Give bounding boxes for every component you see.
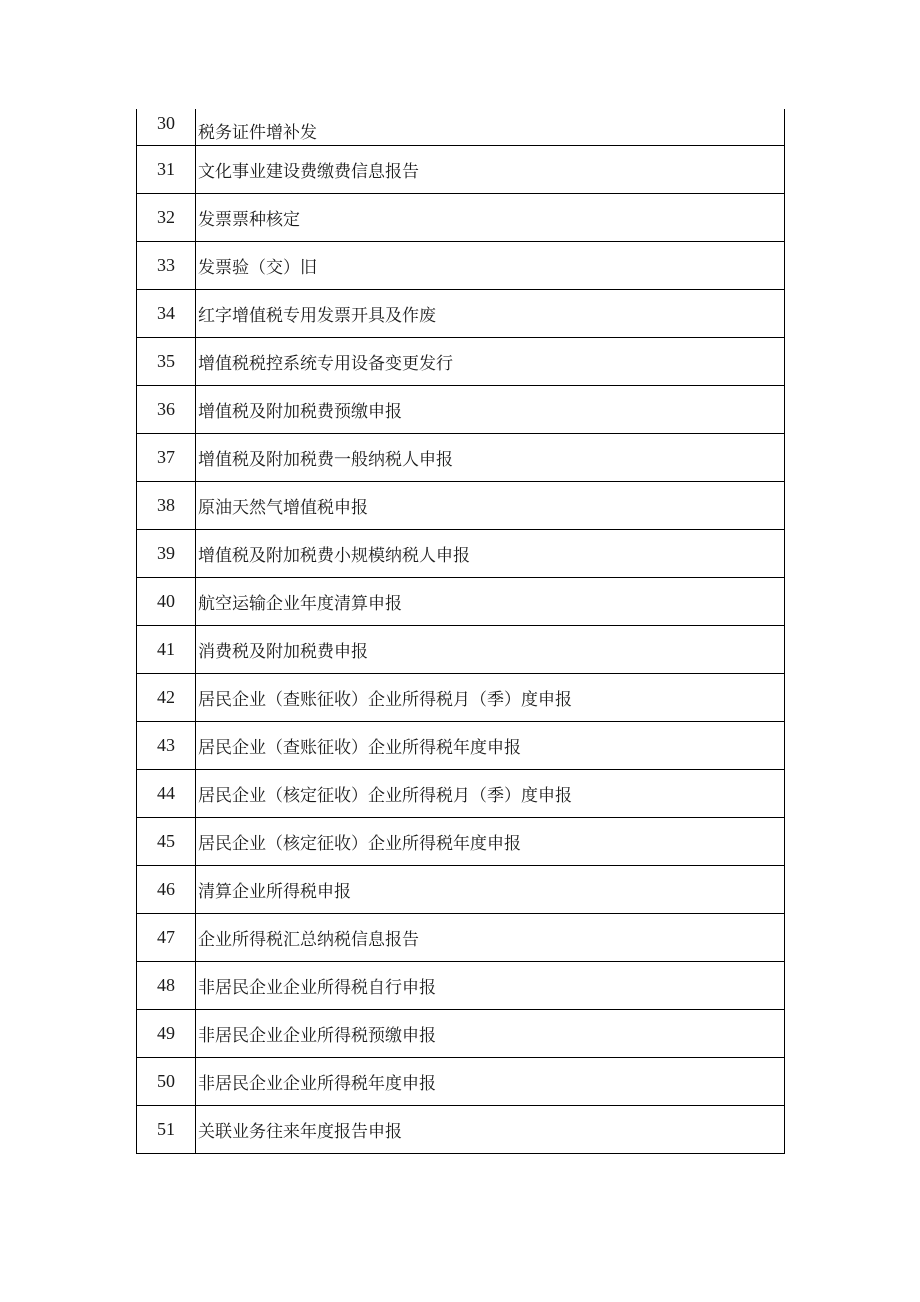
item-name: 居民企业（查账征收）企业所得税年度申报 (196, 721, 785, 769)
table-row (137, 481, 785, 529)
row-number: 51 (137, 1105, 196, 1153)
item-name: 增值税税控系统专用设备变更发行 (196, 337, 785, 385)
table-row (137, 145, 785, 193)
row-number: 40 (137, 577, 196, 625)
item-name: 增值税及附加税费一般纳税人申报 (196, 433, 785, 481)
row-number: 41 (137, 625, 196, 673)
table-row (137, 961, 785, 1009)
table-row (137, 1009, 785, 1057)
row-number: 47 (137, 913, 196, 961)
table-row (137, 865, 785, 913)
table-row (137, 433, 785, 481)
service-items-table (136, 109, 785, 1154)
row-number: 37 (137, 433, 196, 481)
table-row (137, 721, 785, 769)
row-number: 34 (137, 289, 196, 337)
item-name: 居民企业（核定征收）企业所得税年度申报 (196, 817, 785, 865)
item-name: 非居民企业企业所得税自行申报 (196, 961, 785, 1009)
item-name: 非居民企业企业所得税预缴申报 (196, 1009, 785, 1057)
table-row (137, 913, 785, 961)
row-number: 32 (137, 193, 196, 241)
row-number: 48 (137, 961, 196, 1009)
item-name: 关联业务往来年度报告申报 (196, 1105, 785, 1153)
table-row (137, 673, 785, 721)
item-name: 增值税及附加税费小规模纳税人申报 (196, 529, 785, 577)
item-name: 税务证件增补发 (196, 109, 785, 145)
item-name: 文化事业建设费缴费信息报告 (196, 145, 785, 193)
item-name: 发票票种核定 (196, 193, 785, 241)
row-number: 45 (137, 817, 196, 865)
row-number: 44 (137, 769, 196, 817)
table-row (137, 1105, 785, 1153)
row-number: 30 (137, 109, 196, 145)
item-name: 红字增值税专用发票开具及作废 (196, 289, 785, 337)
table-row (137, 385, 785, 433)
table-row (137, 625, 785, 673)
item-name: 消费税及附加税费申报 (196, 625, 785, 673)
item-name: 居民企业（查账征收）企业所得税月（季）度申报 (196, 673, 785, 721)
table-row (137, 241, 785, 289)
table-row (137, 769, 785, 817)
row-number: 42 (137, 673, 196, 721)
row-number: 35 (137, 337, 196, 385)
row-number: 43 (137, 721, 196, 769)
item-name: 居民企业（核定征收）企业所得税月（季）度申报 (196, 769, 785, 817)
item-name: 企业所得税汇总纳税信息报告 (196, 913, 785, 961)
table-row (137, 1057, 785, 1105)
item-name: 发票验（交）旧 (196, 241, 785, 289)
row-number: 38 (137, 481, 196, 529)
row-number: 50 (137, 1057, 196, 1105)
item-name: 航空运输企业年度清算申报 (196, 577, 785, 625)
item-name: 非居民企业企业所得税年度申报 (196, 1057, 785, 1105)
row-number: 39 (137, 529, 196, 577)
table-row (137, 577, 785, 625)
row-number: 33 (137, 241, 196, 289)
row-number: 46 (137, 865, 196, 913)
item-name: 原油天然气增值税申报 (196, 481, 785, 529)
table-row (137, 529, 785, 577)
item-name: 清算企业所得税申报 (196, 865, 785, 913)
table-row (137, 193, 785, 241)
table-body (137, 109, 785, 1153)
table-row (137, 337, 785, 385)
row-number: 36 (137, 385, 196, 433)
table-row (137, 289, 785, 337)
row-number: 49 (137, 1009, 196, 1057)
item-name: 增值税及附加税费预缴申报 (196, 385, 785, 433)
table-row (137, 109, 785, 145)
table-row (137, 817, 785, 865)
row-number: 31 (137, 145, 196, 193)
